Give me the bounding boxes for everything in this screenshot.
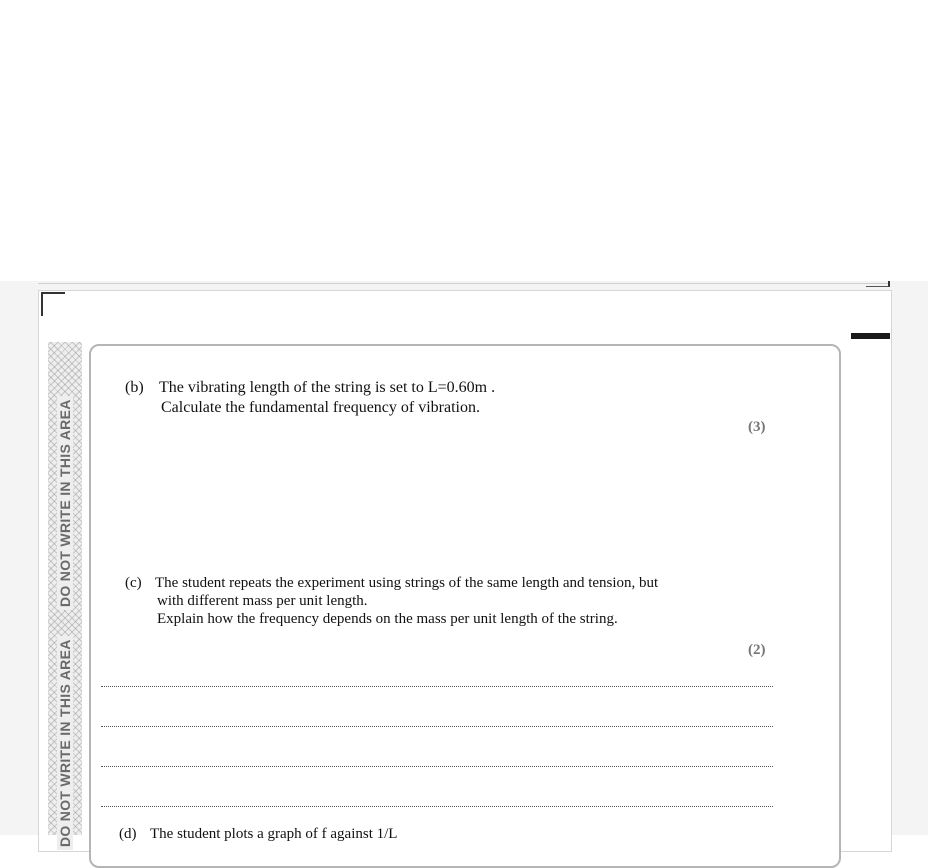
question-c-text-line3: Explain how the frequency depends on the mass per unit length of the string. xyxy=(157,611,618,627)
question-c-text-line1: The student repeats the experiment using strings of the same length and tension, but xyxy=(155,575,659,591)
question-d-text-line1: The student plots a graph of f against 1/L xyxy=(150,826,398,842)
answer-line[interactable] xyxy=(101,766,773,767)
question-b-text-line1: The vibrating length of the string is set to L=0.60m . xyxy=(159,379,496,396)
margin-warning-upper: DO NOT WRITE IN THIS AREA xyxy=(57,396,73,610)
answer-line[interactable] xyxy=(101,686,773,687)
crop-mark-top-left xyxy=(41,292,65,316)
answer-line[interactable] xyxy=(101,726,773,727)
answer-line[interactable] xyxy=(101,806,773,807)
previous-page-edge xyxy=(38,283,890,286)
question-c-text-line2: with different mass per unit length. xyxy=(157,593,368,609)
question-b-marks: (3) xyxy=(748,419,766,435)
page-edge-marker xyxy=(851,333,890,339)
question-b-text-line2: Calculate the fundamental frequency of vibration. xyxy=(161,399,480,416)
crop-mark-top-right xyxy=(866,281,890,287)
question-d-label: (d) xyxy=(119,826,137,842)
question-c-label: (c) xyxy=(125,575,142,591)
question-b-label: (b) xyxy=(125,379,144,396)
question-c-marks: (2) xyxy=(748,642,766,658)
margin-warning-lower: DO NOT WRITE IN THIS AREA xyxy=(57,636,73,850)
